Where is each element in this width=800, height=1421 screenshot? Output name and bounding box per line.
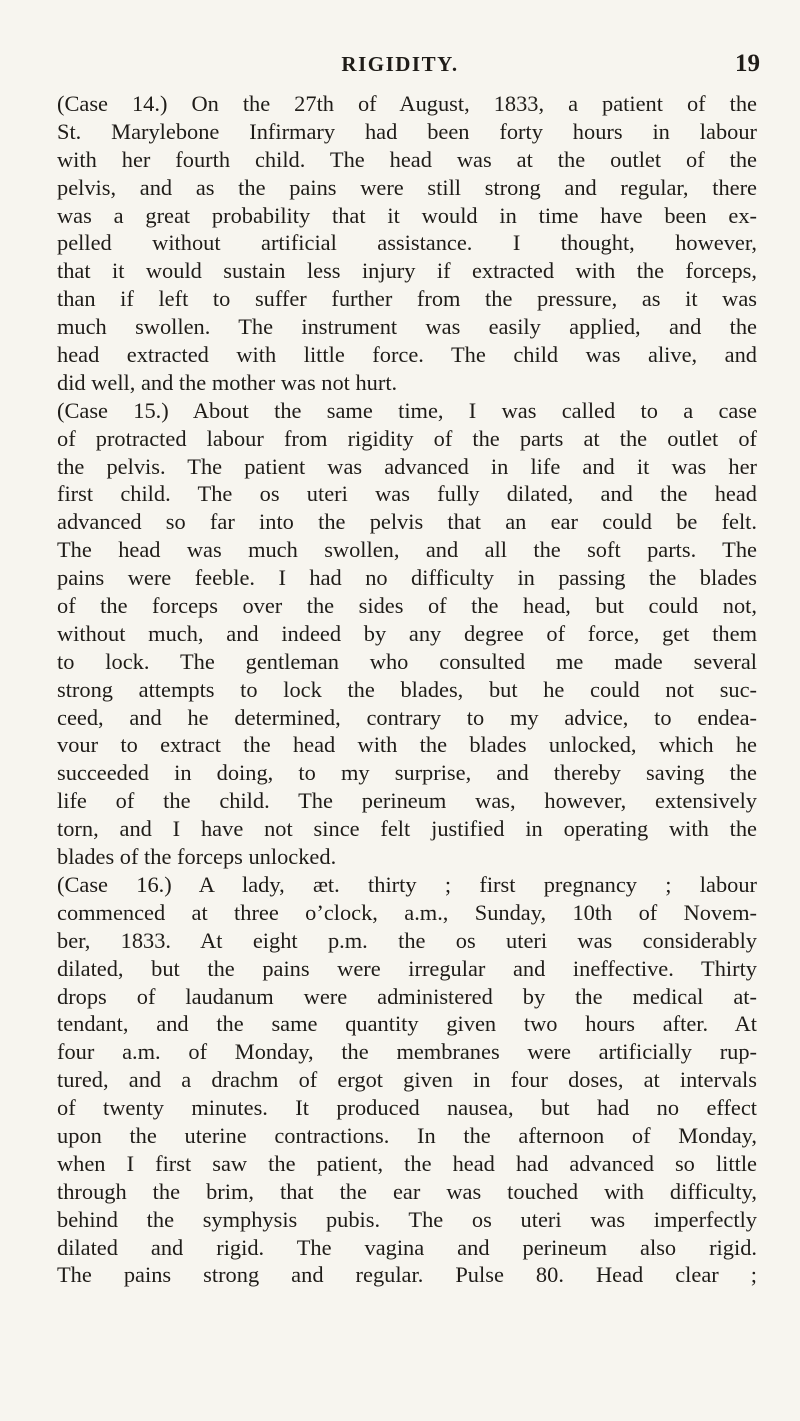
- text-line: ceed, and he determined, contrary to my advice, to endea-: [57, 704, 757, 730]
- page-title: RIGIDITY.: [341, 52, 459, 76]
- text-line: upon the uterine contractions. In the afternoon of Monday,: [57, 1122, 757, 1148]
- text-line: tured, and a drachm of ergot given in four doses, at intervals: [57, 1067, 757, 1093]
- running-head: [40, 52, 760, 82]
- text-line: advanced so far into the pelvis that an ear could be felt.: [57, 509, 757, 535]
- text-line: (Case 15.) About the same time, I was called to a case: [57, 397, 757, 423]
- text-line: the pelvis. The patient was advanced in life and it was her: [57, 453, 757, 479]
- text-line: pelvis, and as the pains were still strong and regular, there: [57, 174, 757, 200]
- text-line: dilated and rigid. The vagina and perineum also rigid.: [57, 1234, 757, 1260]
- text-line: life of the child. The perineum was, however, extensively: [57, 788, 757, 814]
- text-line: much swollen. The instrument was easily applied, and the: [57, 314, 757, 340]
- text-line: succeeded in doing, to my surprise, and thereby saving the: [57, 760, 757, 786]
- text-line: than if left to suffer further from the pressure, as it was: [57, 286, 757, 312]
- text-line: head extracted with little force. The child was alive, and: [57, 342, 757, 368]
- text-line: with her fourth child. The head was at the outlet of the: [57, 146, 757, 172]
- text-line: of twenty minutes. It produced nausea, but had no effect: [57, 1095, 757, 1121]
- text-line: tendant, and the same quantity given two hours after. At: [57, 1011, 757, 1037]
- text-line: of protracted labour from rigidity of the parts at the outlet of: [57, 425, 757, 451]
- page-number: 19: [735, 50, 760, 77]
- text-line: The head was much swollen, and all the soft parts. The: [57, 537, 757, 563]
- text-line: when I first saw the patient, the head had advanced so little: [57, 1150, 757, 1176]
- text-line: pelled without artificial assistance. I thought, however,: [57, 230, 757, 256]
- text-line: without much, and indeed by any degree of force, get them: [57, 620, 757, 646]
- text-line: (Case 16.) A lady, æt. thirty ; first pregnancy ; labour: [57, 871, 757, 897]
- text-line: four a.m. of Monday, the membranes were artificially rup-: [57, 1039, 757, 1065]
- text-line: to lock. The gentleman who consulted me made several: [57, 648, 757, 674]
- text-line: dilated, but the pains were irregular and ineffective. Thirty: [57, 955, 757, 981]
- text-line: strong attempts to lock the blades, but he could not suc-: [57, 676, 757, 702]
- text-line: that it would sustain less injury if extracted with the forceps,: [57, 258, 757, 284]
- text-line: (Case 14.) On the 27th of August, 1833, a patient of the: [57, 91, 757, 116]
- text-line: The pains strong and regular. Pulse 80. Head clear ;: [57, 1262, 757, 1288]
- text-line: did well, and the mother was not hurt.: [57, 369, 398, 395]
- text-line: St. Marylebone Infirmary had been forty hours in labour: [57, 118, 757, 144]
- text-line: commenced at three o’clock, a.m., Sunday, 10th of Novem-: [57, 899, 757, 925]
- body-text: [57, 90, 757, 1289]
- text-line: ber, 1833. At eight p.m. the os uteri was considerably: [57, 927, 757, 953]
- text-line: through the brim, that the ear was touched with difficulty,: [57, 1178, 757, 1204]
- text-line: of the forceps over the sides of the head, but could not,: [57, 593, 757, 619]
- text-line: first child. The os uteri was fully dilated, and the head: [57, 481, 757, 507]
- text-line: behind the symphysis pubis. The os uteri was imperfectly: [57, 1206, 757, 1232]
- text-line: vour to extract the head with the blades unlocked, which he: [57, 732, 757, 758]
- text-line: was a great probability that it would in time have been ex-: [57, 202, 757, 228]
- text-line: torn, and I have not since felt justified in operating with the: [57, 816, 757, 842]
- text-line: blades of the forceps unlocked.: [57, 844, 337, 870]
- text-line: drops of laudanum were administered by the medical at-: [57, 983, 757, 1009]
- text-line: pains were feeble. I had no difficulty in passing the blades: [57, 565, 757, 591]
